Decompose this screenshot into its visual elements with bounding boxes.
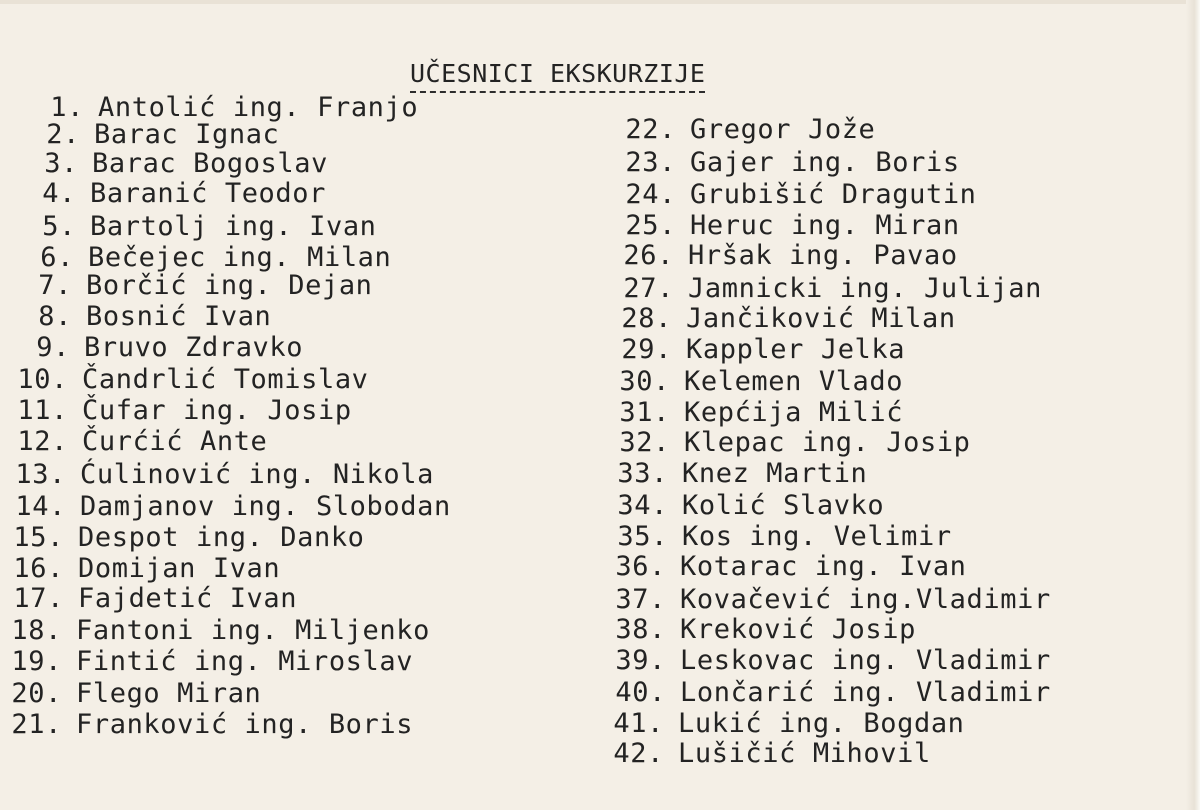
participant-row [600,645,1051,677]
participant-name: Lukić ing. Bogdan [678,707,965,739]
participant-row [606,303,956,335]
participant-number: 41. [613,707,664,739]
participant-number: 29. [621,333,672,365]
participant-number: 35. [617,520,668,552]
participant-number: 13. [15,458,66,490]
participant-row [6,395,352,427]
participant-name: Fintić ing. Miroslav [76,646,414,678]
participant-name: Kos ing. Velimir [682,520,952,552]
paper-right-edge [1186,0,1200,810]
participant-name: Kotarac ing. Ivan [680,551,967,582]
participant-name: Kovačević ing.Vladimir [680,583,1051,615]
participant-name: Kelemen Vlado [684,366,904,397]
participant-number: 33. [617,457,668,489]
participant-row [2,583,297,615]
participant-name: Kolić Slavko [682,490,885,521]
participant-row [608,240,958,272]
participant-name: Borčić ing. Dejan [86,270,373,302]
participant-row [0,615,430,647]
participant-name: Barac Bogoslav [92,147,328,179]
participant-name: Hršak ing. Pavao [688,240,958,271]
participant-name: Jamnicki ing. Julijan [688,272,1042,304]
participant-name: Domijan Ivan [78,553,281,584]
participant-name: Grubišić Dragutin [690,179,977,210]
participant-number: 5. [42,210,76,242]
participant-row [600,584,1051,616]
participant-name: Flego Miran [76,677,262,709]
participant-number: 26. [623,240,674,271]
participant-name: Čufar ing. Josip [82,395,352,426]
participant-number: 21. [11,709,62,740]
participant-row [14,211,377,243]
participant-name: Bosnić Ivan [86,300,272,332]
participant-row [602,490,884,522]
participant-number: 38. [615,614,666,645]
document-title: UČESNICI EKSKURZIJE [410,58,705,93]
participant-name: Gregor Jože [690,114,876,145]
participant-row [14,178,326,210]
participant-row [0,709,413,741]
participant-name: Ćulinović ing. Nikola [80,458,434,490]
participant-number: 12. [17,426,68,458]
participant-row [610,210,960,242]
participant-number: 14. [15,491,66,523]
participant-row [610,147,960,179]
participant-name: Lončarić ing. Vladimir [680,677,1051,708]
participant-row [598,708,965,740]
participant-name: Kepćija Milić [684,396,904,428]
participant-row [10,270,373,302]
participant-number: 31. [619,396,670,428]
participant-row [6,364,369,396]
participant-name: Despot ing. Danko [78,521,365,553]
participant-name: Jančiković Milan [686,303,956,334]
participant-number: 36. [615,551,666,582]
participant-number: 6. [40,242,74,273]
participant-row [16,148,328,180]
participant-number: 23. [625,146,676,178]
participant-row [12,242,391,274]
participant-number: 8. [38,300,72,332]
participant-number: 4. [42,178,76,210]
participant-name: Baranić Teodor [90,178,326,210]
participant-number: 42. [613,738,664,769]
participant-name: Čandrlić Tomislav [82,363,369,395]
participant-name: Leskovac ing. Vladimir [680,644,1051,676]
participant-row [608,273,1042,305]
participant-name: Barac Ignac [94,119,280,151]
participant-row [604,427,971,459]
participant-name: Knez Martin [682,457,868,489]
participant-row [606,334,905,366]
participant-row [8,332,303,364]
participant-row [0,646,413,678]
participant-row [0,678,261,710]
participant-number: 19. [11,646,62,678]
participant-row [598,738,931,770]
participant-name: Lušičić Mihovil [678,738,931,769]
participant-number: 16. [13,553,64,584]
participant-number: 3. [44,147,78,179]
participant-number: 11. [17,395,68,426]
participant-number: 22. [625,114,676,145]
participant-row [4,459,434,491]
participant-row [610,179,977,211]
participant-number: 17. [13,583,64,615]
participant-number: 25. [625,209,676,241]
participant-row [604,366,903,398]
participant-row [602,521,952,553]
participant-name: Fantoni ing. Miljenko [76,614,430,646]
participant-row [2,522,365,554]
participant-number: 10. [17,363,68,395]
participant-row [604,397,903,429]
participant-number: 34. [617,490,668,521]
participant-name: Antolić ing. Franjo [98,92,419,123]
participant-number: 24. [625,179,676,210]
participant-number: 15. [13,521,64,553]
participant-row [600,551,967,583]
participant-name: Klepac ing. Josip [684,427,971,458]
participant-row [4,491,451,523]
participant-name: Kreković Josip [680,614,916,645]
participant-number: 1. [50,92,84,123]
participant-name: Franković ing. Boris [76,709,414,740]
participant-name: Heruc ing. Miran [690,209,960,241]
participant-number: 30. [619,366,670,397]
participant-number: 28. [621,303,672,334]
participant-number: 40. [615,677,666,708]
participant-number: 37. [615,583,666,615]
participant-row [10,301,271,333]
participant-row [610,114,875,146]
participant-row [602,458,867,490]
participant-number: 39. [615,644,666,676]
participant-name: Kappler Jelka [686,333,906,365]
participant-number: 20. [11,677,62,709]
participant-name: Bruvo Zdravko [84,332,304,364]
participant-name: Damjanov ing. Slobodan [80,491,451,523]
participant-number: 18. [11,614,62,646]
participant-number: 2. [46,119,80,151]
participant-number: 27. [623,272,674,304]
participant-name: Čurćić Ante [82,426,268,458]
participant-number: 7. [38,270,72,302]
participant-number: 32. [619,427,670,458]
participant-row [600,677,1051,709]
participant-row [600,614,916,646]
participant-row [18,119,279,151]
paper-top-edge [0,0,1200,4]
participant-row [2,553,280,585]
participant-name: Bartolj ing. Ivan [90,210,377,242]
participant-row [6,426,267,458]
participant-number: 9. [36,332,70,364]
participant-name: Gajer ing. Boris [690,146,960,178]
participant-name: Bečejec ing. Milan [88,242,392,273]
participant-name: Fajdetić Ivan [78,583,298,615]
